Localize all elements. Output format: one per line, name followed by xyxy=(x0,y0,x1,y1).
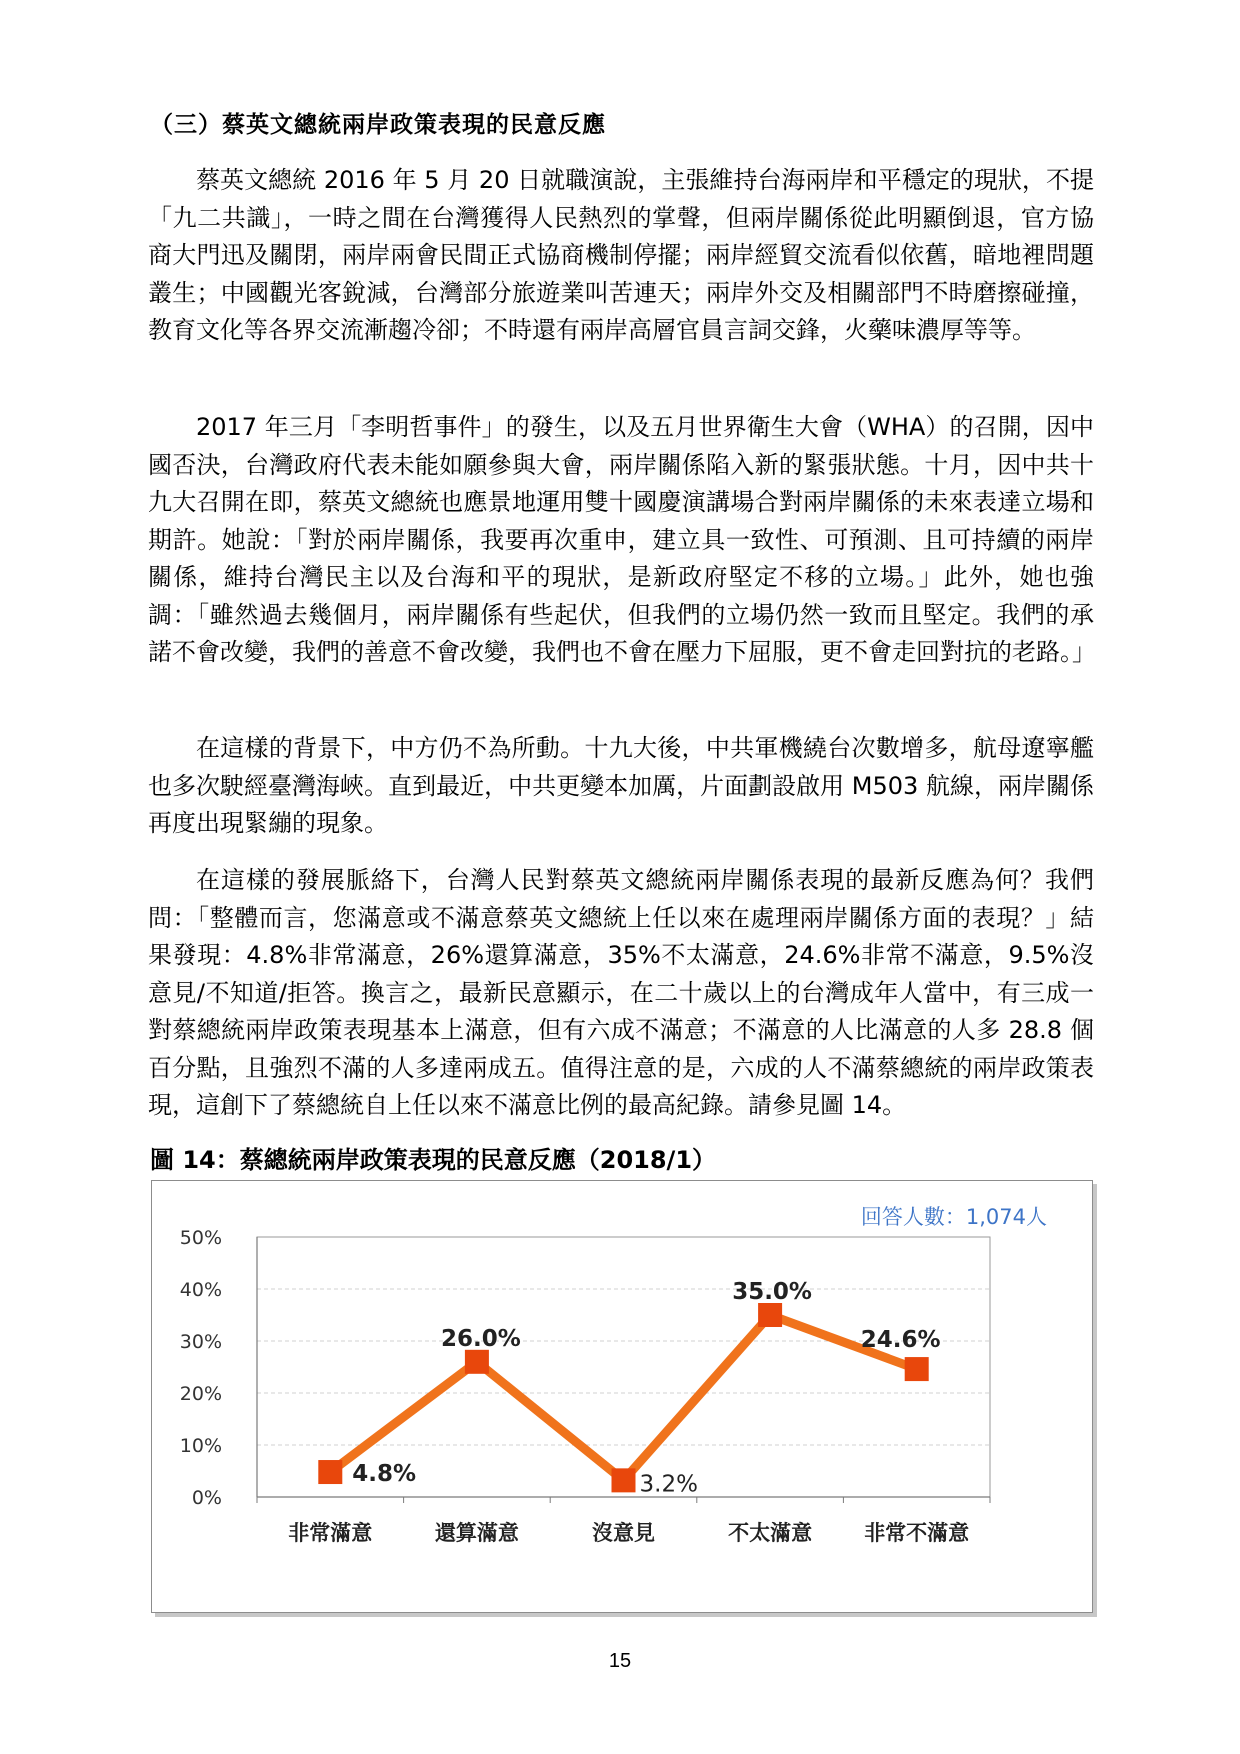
body-paragraph: 在這樣的發展脈絡下，台灣人民對蔡英文總統兩岸關係表現的最新反應為何？我們問：「整體而言，您滿意或不滿意蔡英文總統上任以來在處理兩岸關係方面的表現？」結果發現：4.8%非常滿意，26%還算滿意，35%不太滿意，24.6%非常不滿意，9.5%沒意見/不知道/拒答。換言之，最新民意顯示，在二十歲以上的台灣成年人當中，有三成一對蔡總統兩岸政策表現基本上滿意，但有六成不滿意；不滿意的人比滿意的人多 28.8 個百分點，且強烈不滿的人多達兩成五。值得注意的是，六成的人不滿蔡總統的兩岸政策表現，這創下了蔡總統自上任以來不滿意比例的最高紀錄。請參見圖 14。 xyxy=(148,866,1094,1119)
y-tick-label: 40% xyxy=(179,1279,222,1301)
body-paragraph: 在這樣的背景下，中方仍不為所動。十九大後，中共軍機繞台次數增多，航母遼寧艦也多次駛經臺灣海峽。直到最近，中共更變本加厲，片面劃設啟用 M503 航線，兩岸關係再度出現緊繃的現象。 xyxy=(148,734,1094,837)
page-number: 15 xyxy=(608,1650,632,1672)
y-tick-label: 10% xyxy=(179,1435,222,1457)
data-point-marker xyxy=(465,1350,489,1374)
data-label: 35.0% xyxy=(732,1279,812,1305)
x-category-label: 還算滿意 xyxy=(434,1521,519,1545)
data-label: 26.0% xyxy=(441,1325,521,1352)
line-chart xyxy=(152,1181,1092,1612)
data-point-marker xyxy=(612,1468,636,1492)
y-tick-label: 50% xyxy=(179,1227,222,1249)
section-heading: （三）蔡英文總統兩岸政策表現的民意反應 xyxy=(150,111,606,138)
chart-frame xyxy=(151,1180,1093,1613)
plot-area-border xyxy=(257,1237,990,1497)
data-point-marker xyxy=(758,1303,782,1327)
data-label: 24.6% xyxy=(860,1327,941,1354)
y-tick-label: 0% xyxy=(191,1487,222,1509)
data-point-marker xyxy=(905,1357,929,1381)
body-paragraph: 蔡英文總統 2016 年 5 月 20 日就職演說，主張維持台海兩岸和平穩定的現狀，不提「九二共識」，一時之間在台灣獲得人民熱烈的掌聲，但兩岸關係從此明顯倒退，官方協商大門迅及關閉，兩岸兩會民間正式協商機制停擺；兩岸經貿交流看似依舊，暗地裡問題叢生；中國觀光客銳減，台灣部分旅遊業叫苦連天；兩岸外交及相關部門不時磨擦碰撞，教育文化等各界交流漸趨冷卻；不時還有兩岸高層官員言詞交鋒，火藥味濃厚等等。 xyxy=(148,166,1094,344)
figure-caption: 圖 14：蔡總統兩岸政策表現的民意反應（2018/1） xyxy=(150,1146,717,1174)
data-point-marker xyxy=(318,1460,342,1484)
y-tick-label: 20% xyxy=(179,1383,222,1405)
data-label: 3.2% xyxy=(639,1471,698,1498)
x-category-label: 不太滿意 xyxy=(728,1521,813,1545)
x-category-label: 非常不滿意 xyxy=(864,1521,970,1545)
series-line xyxy=(330,1315,916,1480)
y-tick-label: 30% xyxy=(179,1331,222,1353)
body-paragraph: 2017 年三月「李明哲事件」的發生，以及五月世界衛生大會（WHA）的召開，因中國否決，台灣政府代表未能如願參與大會，兩岸關係陷入新的緊張狀態。十月，因中共十九大召開在即，蔡英文總統也應景地運用雙十國慶演講場合對兩岸關係的未來表達立場和期許。她說：「對於兩岸關係，我要再次重申，建立具一致性、可預測、且可持續的兩岸關係，維持台灣民主以及台海和平的現狀，是新政府堅定不移的立場。」此外，她也強調：「雖然過去幾個月，兩岸關係有些起伏，但我們的立場仍然一致而且堅定。我們的承諾不會改變，我們的善意不會改變，我們也不會在壓力下屈服，更不會走回對抗的老路。」 xyxy=(148,413,1096,666)
x-category-label: 非常滿意 xyxy=(288,1521,373,1545)
data-label: 4.8% xyxy=(352,1461,417,1488)
x-category-label: 沒意見 xyxy=(592,1521,655,1545)
respondent-count-annotation: 回答人數：1,074人 xyxy=(860,1205,1047,1229)
